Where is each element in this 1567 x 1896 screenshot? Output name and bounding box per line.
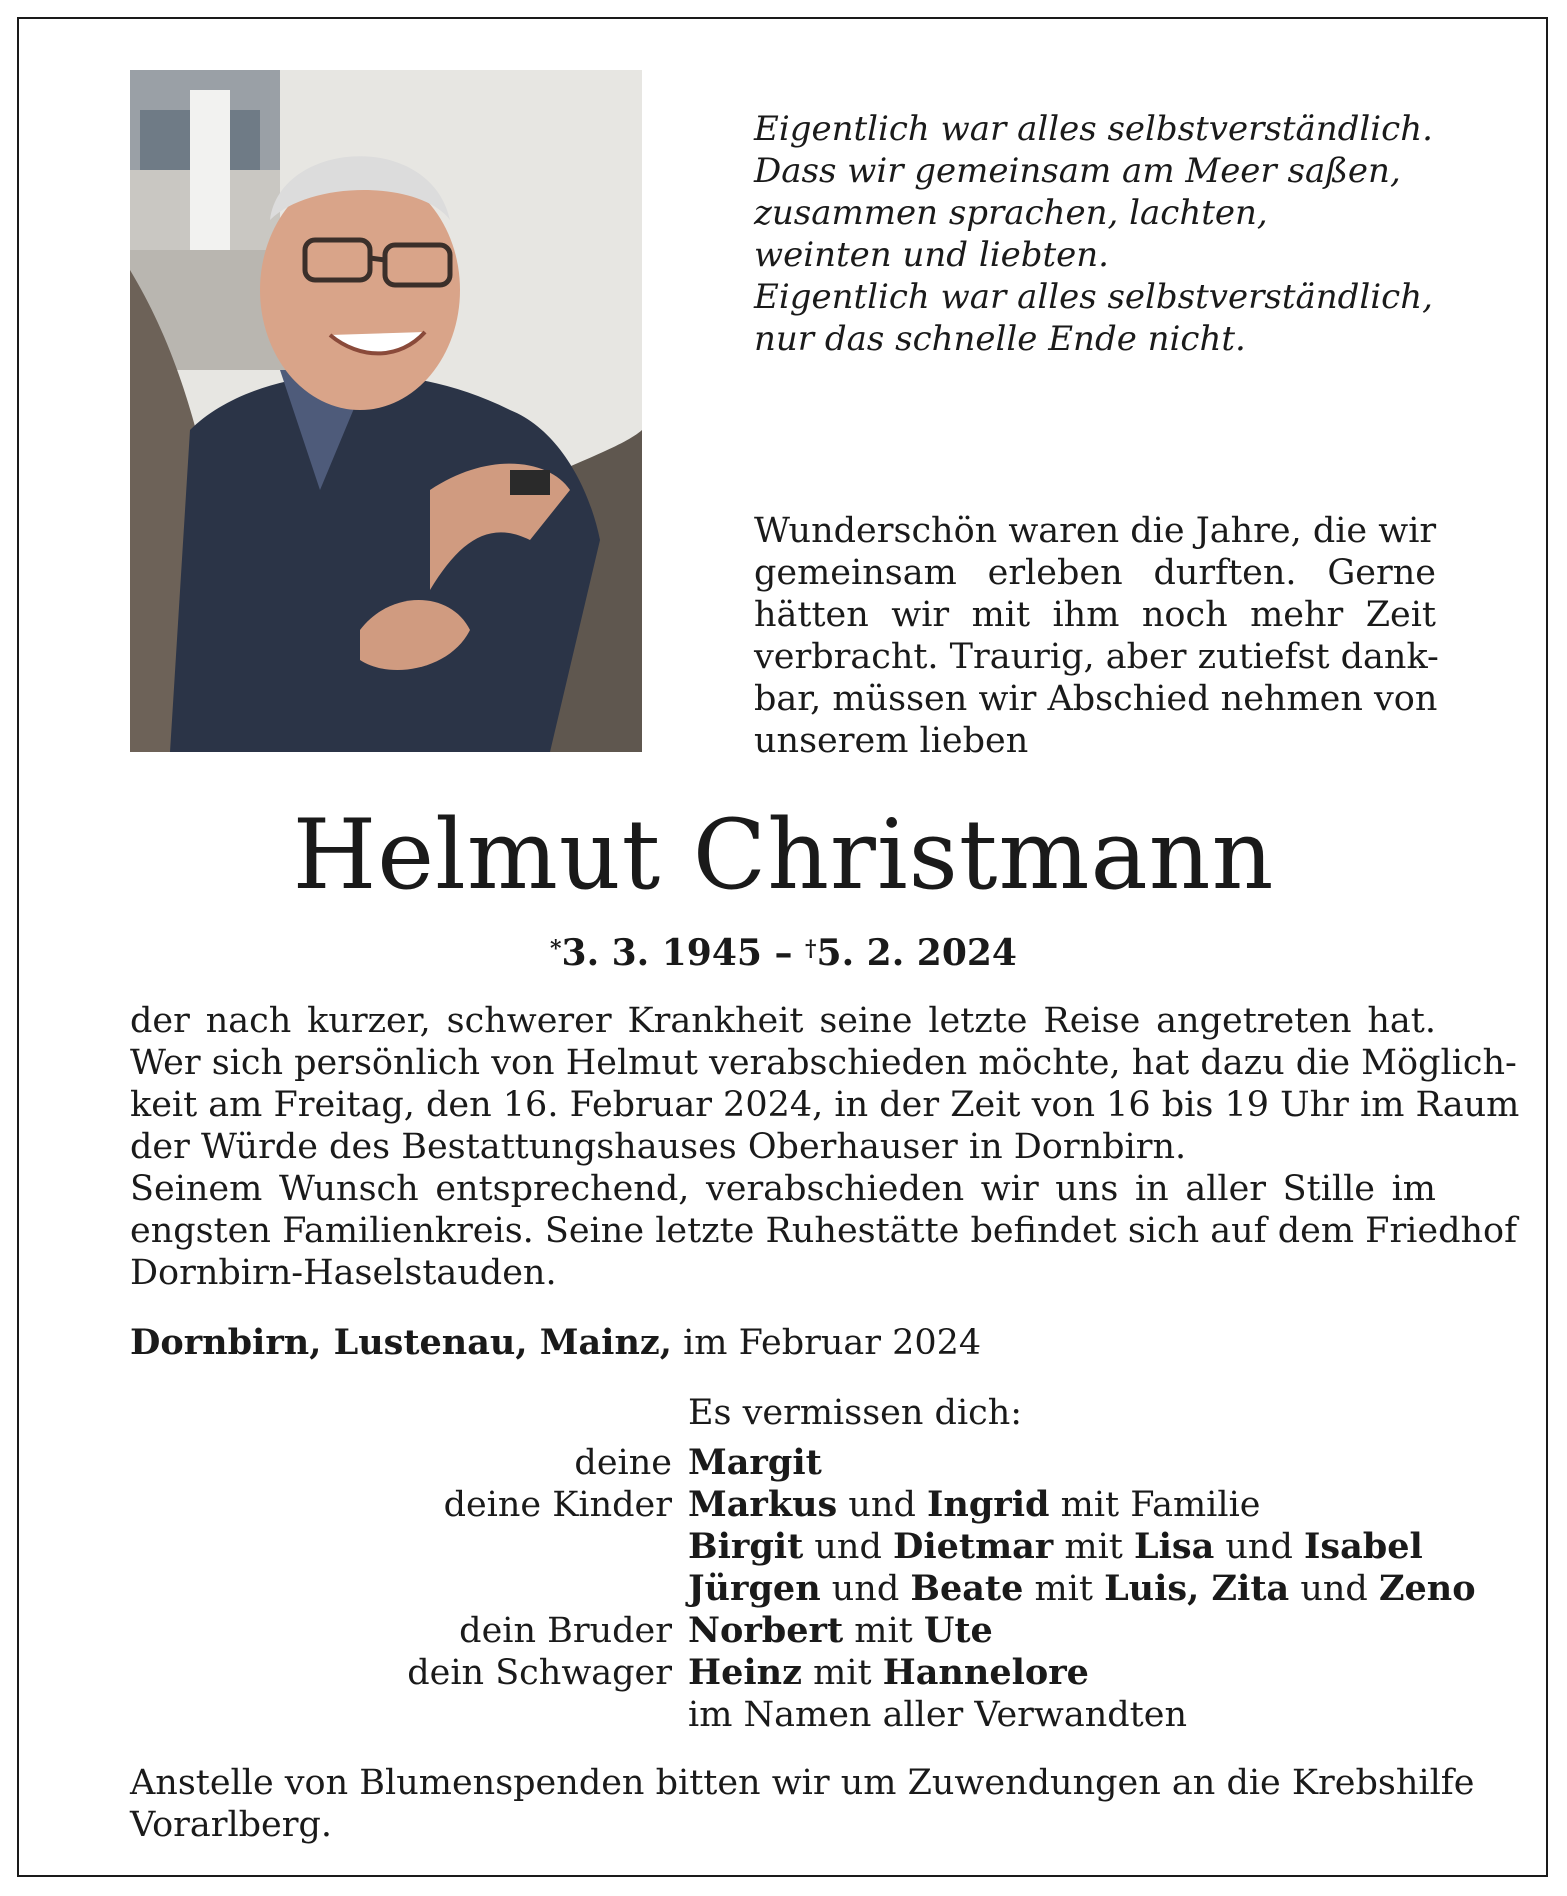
mourner-connector: und	[1214, 1527, 1304, 1567]
mourner-row	[0, 1610, 1567, 1652]
mourners-list	[0, 1442, 1567, 1736]
mourner-name: Birgit	[688, 1526, 804, 1567]
mourner-connector: im Namen aller Verwandten	[688, 1695, 1187, 1735]
mourner-connector: mit	[1023, 1569, 1105, 1609]
poem-line: nur das schnelle Ende nicht.	[754, 319, 1246, 359]
poem-line: Dass wir gemeinsam am Meer saßen,	[754, 151, 1401, 191]
mourner-connector: mit	[1053, 1527, 1134, 1567]
mourner-row	[0, 1652, 1567, 1694]
birth-symbol: *	[550, 936, 562, 962]
place-date	[130, 1322, 981, 1364]
poem-line: Eigentlich war alles selbstverständlich,	[754, 277, 1433, 317]
intro-line: gemeinsam erleben durften. Gerne	[754, 553, 1436, 593]
mourner-connector: und	[1289, 1569, 1379, 1609]
poem	[754, 108, 1454, 360]
closing-line: Anstelle von Blumenspenden bitten wir um Zuwendungen an die Krebshilfe	[130, 1763, 1475, 1803]
mourner-name: Heinz	[688, 1652, 802, 1693]
intro-line: hätten wir mit ihm noch mehr Zeit	[754, 595, 1436, 635]
mourner-name: Jürgen	[688, 1568, 821, 1609]
mourner-name: Isabel	[1304, 1526, 1423, 1567]
mourner-names	[688, 1568, 1476, 1610]
intro-line: unserem lieben	[754, 721, 1029, 761]
mourner-names	[688, 1610, 993, 1652]
mourner-name: Beate	[910, 1568, 1024, 1609]
portrait-photo	[130, 70, 642, 752]
mourner-relation: deine	[574, 1443, 672, 1483]
mourner-relation: dein Schwager	[407, 1653, 672, 1693]
mourners-heading: Es vermissen dich:	[688, 1393, 1023, 1433]
mourner-connector: und	[820, 1569, 911, 1609]
mourner-name: Norbert	[688, 1610, 844, 1651]
body-line: Dornbirn-Haselstauden.	[130, 1253, 557, 1293]
poem-line: Eigentlich war alles selbstverständlich.	[754, 109, 1433, 149]
mourner-name: Ute	[923, 1610, 993, 1651]
mourner-connector: und	[803, 1527, 894, 1567]
mourner-relation: deine Kinder	[443, 1485, 672, 1525]
intro-line: verbracht. Traurig, aber zutiefst dank-	[754, 637, 1439, 677]
mourner-connector: mit	[843, 1611, 924, 1651]
birth-date: 3. 3. 1945	[561, 932, 762, 974]
mourner-name: Zeno	[1378, 1568, 1476, 1609]
body-line: Seinem Wunsch entsprechend, verabschieden wir uns in aller Stille im	[130, 1169, 1436, 1209]
deceased-name: Helmut Christmann	[292, 799, 1275, 911]
intro-line: Wunderschön waren die Jahre, die wir	[754, 511, 1437, 551]
mourner-name: Ingrid	[927, 1484, 1050, 1525]
closing-note	[130, 1762, 1475, 1846]
mourner-name: Lisa	[1133, 1526, 1215, 1567]
life-dates	[0, 930, 1567, 976]
mourner-names	[688, 1526, 1423, 1568]
mourner-connector: mit Familie	[1049, 1485, 1261, 1525]
death-date: 5. 2. 2024	[816, 932, 1017, 974]
place-month: im Februar 2024	[671, 1323, 982, 1363]
poem-line: zusammen sprachen, lachten,	[754, 193, 1268, 233]
body-line: Wer sich persönlich von Helmut verabschieden möchte, hat dazu die Möglich-	[130, 1043, 1517, 1083]
mourner-names	[688, 1442, 822, 1484]
mourner-names	[688, 1652, 1089, 1694]
mourner-row	[0, 1484, 1567, 1526]
mourner-name: Dietmar	[893, 1526, 1054, 1567]
mourner-name: Hannelore	[882, 1652, 1089, 1693]
body-line: der Würde des Bestattungshauses Oberhauser in Dornbirn.	[130, 1127, 1187, 1167]
body-text	[130, 1000, 1520, 1294]
body-line: keit am Freitag, den 16. Februar 2024, in der Zeit von 16 bis 19 Uhr im Raum	[130, 1085, 1520, 1125]
mourner-connector: mit	[801, 1653, 883, 1693]
mourner-name: Markus	[688, 1484, 838, 1525]
mourner-name: Luis, Zita	[1104, 1568, 1290, 1609]
mourner-names	[688, 1694, 1187, 1736]
mourner-row	[0, 1442, 1567, 1484]
mourner-row	[0, 1694, 1567, 1736]
intro-line: bar, müssen wir Abschied nehmen von	[754, 679, 1438, 719]
date-separator: –	[761, 932, 806, 974]
mourner-row	[0, 1526, 1567, 1568]
mourner-row	[0, 1568, 1567, 1610]
body-line: engsten Familienkreis. Seine letzte Ruhestätte befindet sich auf dem Friedhof	[130, 1211, 1518, 1251]
mourner-name: Margit	[688, 1442, 822, 1483]
mourner-names	[688, 1484, 1260, 1526]
body-line: der nach kurzer, schwerer Krankheit seine letzte Reise angetreten hat.	[130, 1001, 1436, 1041]
mourner-relation: dein Bruder	[459, 1611, 672, 1651]
place-towns: Dornbirn, Lustenau, Mainz,	[130, 1322, 672, 1363]
death-symbol: †	[805, 936, 817, 962]
mourner-connector: und	[837, 1485, 928, 1525]
intro-paragraph	[754, 510, 1439, 762]
poem-line: weinten und liebten.	[754, 235, 1109, 275]
closing-line: Vorarlberg.	[130, 1805, 333, 1845]
